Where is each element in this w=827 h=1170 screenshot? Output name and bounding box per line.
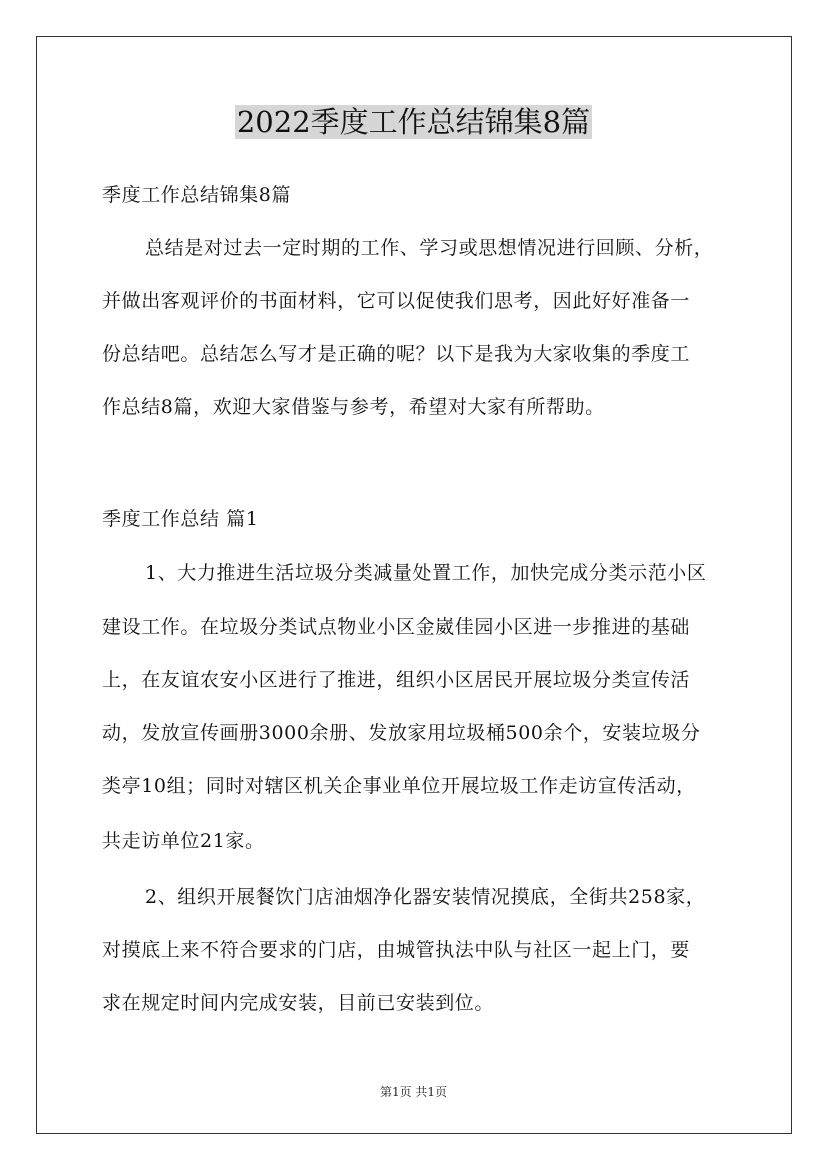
item1-line-1: 1、大力推进生活垃圾分类减量处置工作，加快完成分类示范小区 [145,562,707,584]
item2-line-3: 求在规定时间内完成安装，目前已安装到位。 [102,992,495,1014]
page-number-footer: 第1页 共1页 [379,1085,448,1099]
intro-line-1: 总结是对过去一定时期的工作、学习或思想情况进行回顾、分析， [145,237,714,259]
document-title-text: 2022季度工作总结锦集8篇 [236,105,591,139]
intro-line-4: 作总结8篇，欢迎大家借鉴与参考，希望对大家有所帮助。 [102,396,605,418]
document-title [0,102,827,142]
intro-line-2: 并做出客观评价的书面材料，它可以促使我们思考，因此好好准备一 [102,290,691,312]
document-subtitle: 季度工作总结锦集8篇 [102,184,292,206]
section-heading: 季度工作总结 篇1 [102,508,259,530]
item1-line-2: 建设工作。在垃圾分类试点物业小区金崴佳园小区进一步推进的基础 [102,616,691,638]
item1-line-6: 共走访单位21家。 [102,830,265,852]
item2-line-2: 对摸底上来不符合要求的门店，由城管执法中队与社区一起上门，要 [102,939,691,961]
item2-line-1: 2、组织开展餐饮门店油烟净化器安装情况摸底，全街共258家， [145,886,706,908]
item1-line-3: 上，在友谊农安小区进行了推进，组织小区居民开展垃圾分类宣传活 [102,669,691,691]
item1-line-5: 类亭10组；同时对辖区机关企事业单位开展垃圾工作走访宣传活动， [102,775,696,797]
intro-line-3: 份总结吧。总结怎么写才是正确的呢？以下是我为大家收集的季度工 [102,343,691,365]
item1-line-4: 动，发放宣传画册3000余册、发放家用垃圾桶500余个，安装垃圾分 [102,722,701,744]
